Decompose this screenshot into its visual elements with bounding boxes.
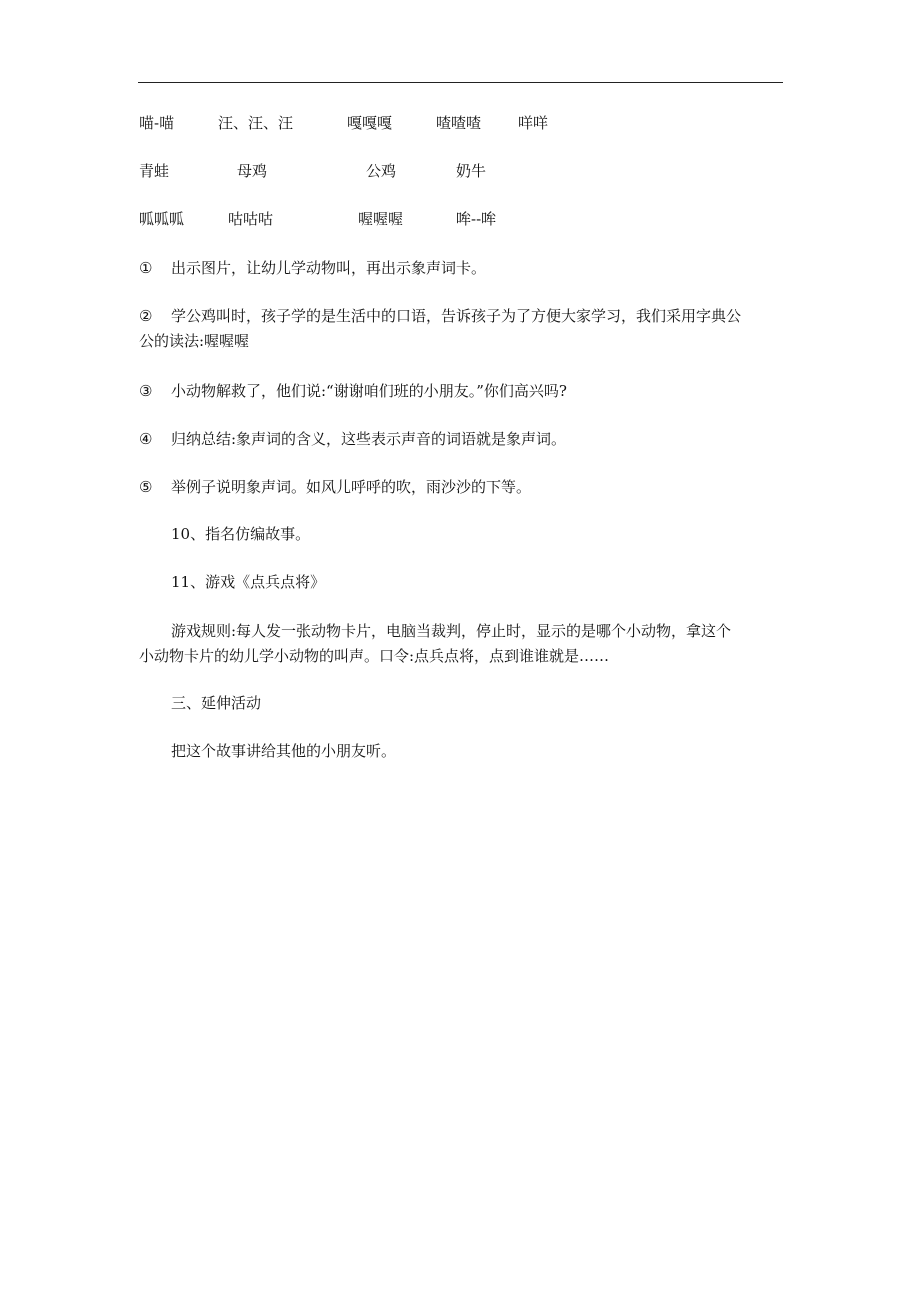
item-10 (0, 523, 920, 545)
rules-line-2 (0, 645, 920, 667)
word-cell: 喵-喵 (139, 114, 175, 132)
section-3-heading (0, 692, 920, 714)
step-5 (0, 476, 920, 498)
step-text: 归纳总结:象声词的含义，这些表示声音的词语就是象声词。 (171, 430, 567, 448)
rules-line-1 (0, 620, 920, 642)
word-cell: 母鸡 (237, 162, 268, 180)
step-number: ② (139, 307, 153, 325)
word-cell: 嘎嘎嘎 (347, 114, 393, 132)
rules-text: 游戏规则:每人发一张动物卡片，电脑当裁判，停止时，显示的是哪个小动物，拿这个 (171, 622, 732, 640)
section-heading: 三、延伸活动 (171, 694, 262, 712)
sound-words-row-1 (0, 112, 920, 134)
item-11-text: 11、游戏《点兵点将》 (171, 573, 326, 591)
step-text: 举例子说明象声词。如风儿呼呼的吹，雨沙沙的下等。 (171, 478, 532, 496)
word-cell: 喔喔喔 (358, 210, 404, 228)
word-cell: 公鸡 (366, 162, 397, 180)
word-cell: 咩咩 (518, 114, 549, 132)
item-11 (0, 571, 920, 593)
step-number: ③ (139, 382, 153, 400)
closing-paragraph (0, 740, 920, 762)
step-3 (0, 380, 920, 402)
step-text: 学公鸡叫时，孩子学的是生活中的口语，告诉孩子为了方便大家学习，我们采用字典公 (171, 307, 742, 325)
word-cell: 咕咕咕 (228, 210, 274, 228)
word-cell: 喳喳喳 (436, 114, 482, 132)
rules-text: 小动物卡片的幼儿学小动物的叫声。口令:点兵点将，点到谁谁就是…… (139, 647, 610, 665)
word-cell: 奶牛 (456, 162, 487, 180)
step-2-continued (0, 330, 920, 352)
step-text: 出示图片，让幼儿学动物叫，再出示象声词卡。 (171, 259, 487, 277)
item-10-text: 10、指名仿编故事。 (171, 525, 311, 543)
step-1 (0, 257, 920, 279)
step-number: ④ (139, 430, 153, 448)
closing-text: 把这个故事讲给其他的小朋友听。 (171, 742, 397, 760)
step-number: ① (139, 259, 153, 277)
word-cell: 汪、汪、汪 (218, 114, 294, 132)
step-2 (0, 305, 920, 327)
animals-row (0, 160, 920, 182)
step-text-continued: 公的读法:喔喔喔 (139, 332, 250, 350)
sound-words-row-2 (0, 208, 920, 230)
header-rule (138, 82, 783, 83)
word-cell: 哞--哞 (456, 210, 497, 228)
word-cell: 呱呱呱 (139, 210, 185, 228)
step-text: 小动物解救了，他们说:“谢谢咱们班的小朋友。”你们高兴吗? (171, 382, 567, 400)
step-number: ⑤ (139, 478, 153, 496)
step-4 (0, 428, 920, 450)
word-cell: 青蛙 (139, 162, 170, 180)
